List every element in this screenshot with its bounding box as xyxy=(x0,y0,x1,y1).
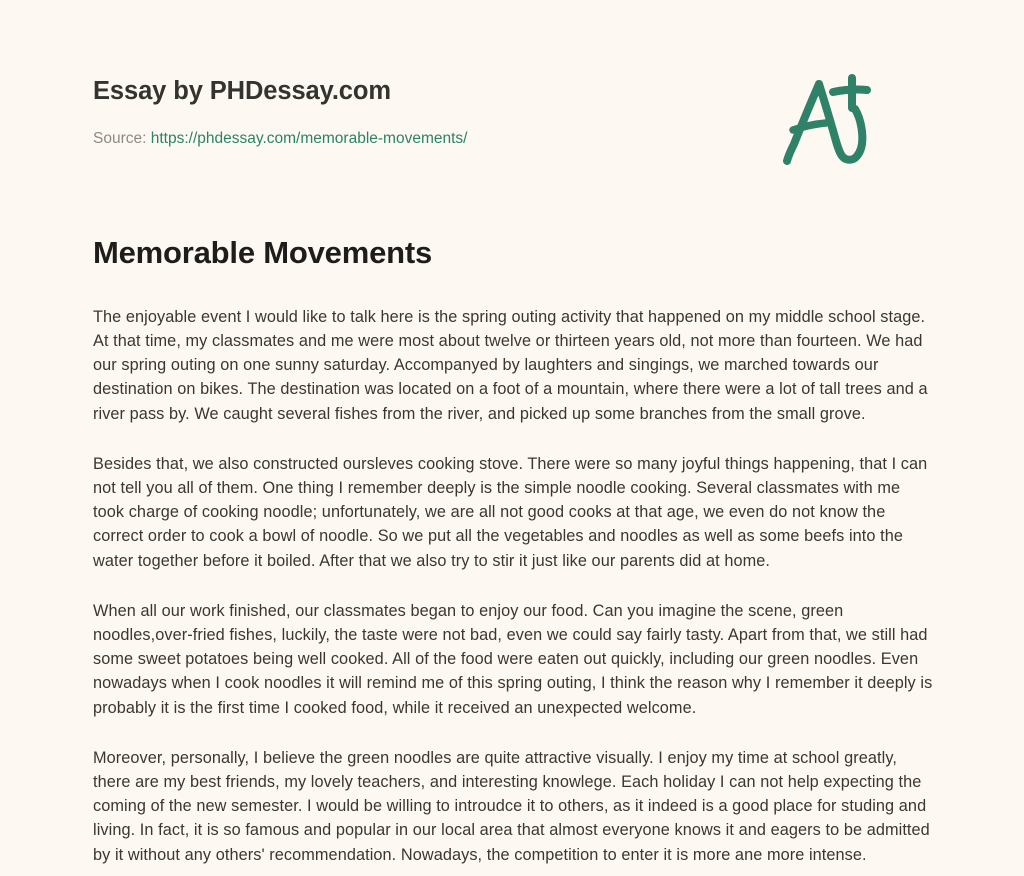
source-label: Source: xyxy=(93,129,151,147)
essay-paragraph: Moreover, personally, I believe the green noodles are quite attractive visually. I enjoy my time at school greatly, there are my best friends, my lovely teachers, and interesting knowlege. Each holiday I can not help expecting the coming of the new semester. I would be willing to introudce it to others, as it indeed is a good place for studing and living. In fact, it is so famous and popular in our local area that almost everyone knows it and eagers to be admitted by it without any others' recommendation. Nowadays, the competition to enter it is more ane more intense. xyxy=(93,748,930,864)
page-title: Memorable Movements xyxy=(93,235,433,270)
source-url-link[interactable]: https://phdessay.com/memorable-movements/ xyxy=(150,129,468,147)
essay-paragraph: Besides that, we also constructed oursleves cooking stove. There were so many joyful things happening, that I can not tell you all of them. One thing I remember deeply is the simple noodle cooking. Several classmates with me took charge of cooking noodle; unfortunately, we are all not good cooks at that age, we even do not know the correct order to cook a bowl of noodle. So we put all the vegetables and noodles as well as some beefs into the water together before it boiled. After that we also try to stir it just like our parents did at home. xyxy=(93,454,928,570)
essay-paragraph: The enjoyable event I would like to talk here is the spring outing activity that happened on my middle school stage. At that time, my classmates and me were most about twelve or thirteen years old, not more than fourteen. We had our spring outing on one sunny saturday. Accompanyed by laughters and singings, we marched towards our destination on bikes. The destination was located on a foot of a mountain, where there were a lot of tall trees and a river pass by. We caught several fishes from the river, and picked up some branches from the small grove. xyxy=(93,307,928,423)
essay-body xyxy=(0,305,1024,867)
brand-title: Essay by PHDessay.com xyxy=(93,77,391,105)
page-header xyxy=(0,0,1024,172)
header-text-block xyxy=(93,68,467,149)
source-line xyxy=(93,129,467,149)
essay-paragraph: When all our work finished, our classmates began to enjoy our food. Can you imagine the scene, green noodles,over-fried fishes, luckily, the taste were not bad, even we could say fairly tasty. Apart from that, we still had some sweet potatoes being well cooked. All of the food were eaten out quickly, including our green noodles. Even nowadays when I cook noodles it will remind me of this spring outing, I think the reason why I remember it deeply is probably it is the first time I cooked food, while it received an unexpected welcome. xyxy=(93,601,933,717)
a-plus-logo xyxy=(768,62,888,172)
a-plus-logo-icon xyxy=(768,62,888,172)
